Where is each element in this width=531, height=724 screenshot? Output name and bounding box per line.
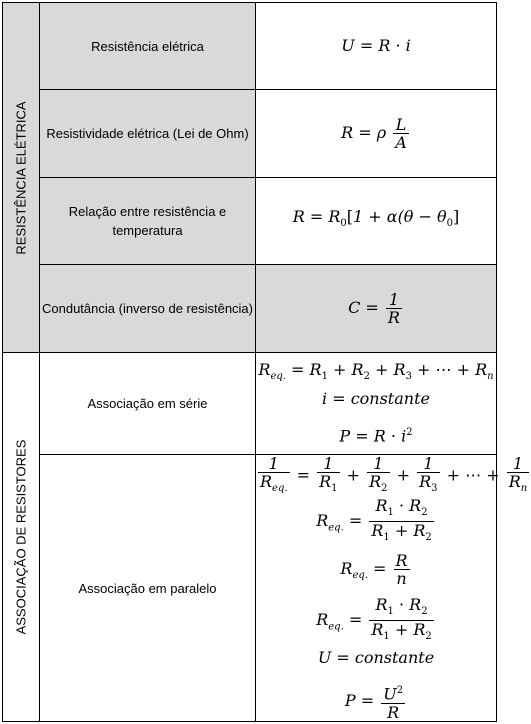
row-label: Associação em paralelo [40,455,256,722]
formula-paralelo: $\frac{1}{R_{eq.}}$ = $\frac{1}{R_1}$ + $\frac{1}{R_2}$ + $\frac{1}{R_3}$ + ⋯ + $\frac{1}{R_n}$ $R_{eq.}$ = $\frac{R_1 \cdot R_2}{R_1 + R_2}$ $R_{eq.}$ = $\frac{R}{n}$ $R_{eq.}$ = $\frac{R_1 \cdot R_2}{R_1 + R_2}$ U = constante P = $\frac{U^2}{R}$ [256,455,497,722]
row-label: Resistência elétrica [40,3,256,90]
formula-resistividade: R = ρ $\frac{L}{A}$ [256,90,497,178]
formula-condutancia: C = $\frac{1}{R}$ [256,265,497,353]
table-row [3,265,497,353]
formula-resistencia: U = R · i [256,3,497,90]
formula-serie: $R_{eq.} = R_1 + R_2 + R_3$ + ⋯ + $R_n$ i = constante $P = R \cdot i^2$ [256,353,497,455]
group-label-associacao: ASSOCIAÇÃO DE RESISTORES [13,439,29,635]
row-label: Associação em série [40,353,256,455]
table-row [3,455,497,722]
table-row [3,178,497,265]
row-label: Condutância (inverso de resistência) [40,265,256,353]
group-label-resistencia: RESISTÊNCIA ELÉTRICA [13,100,29,255]
table-row [3,353,497,455]
formula-temperatura: $R = R_0[1 + \alpha(\theta - \theta_0]$ [256,178,497,265]
group-resistencia-eletrica [3,3,40,353]
row-label: Resistividade elétrica (Lei de Ohm) [40,90,256,178]
row-label: Relação entre resistência e temperatura [40,178,256,265]
table-row [3,90,497,178]
formula-table [2,2,528,722]
table-row [3,3,497,90]
group-associacao [3,353,40,722]
